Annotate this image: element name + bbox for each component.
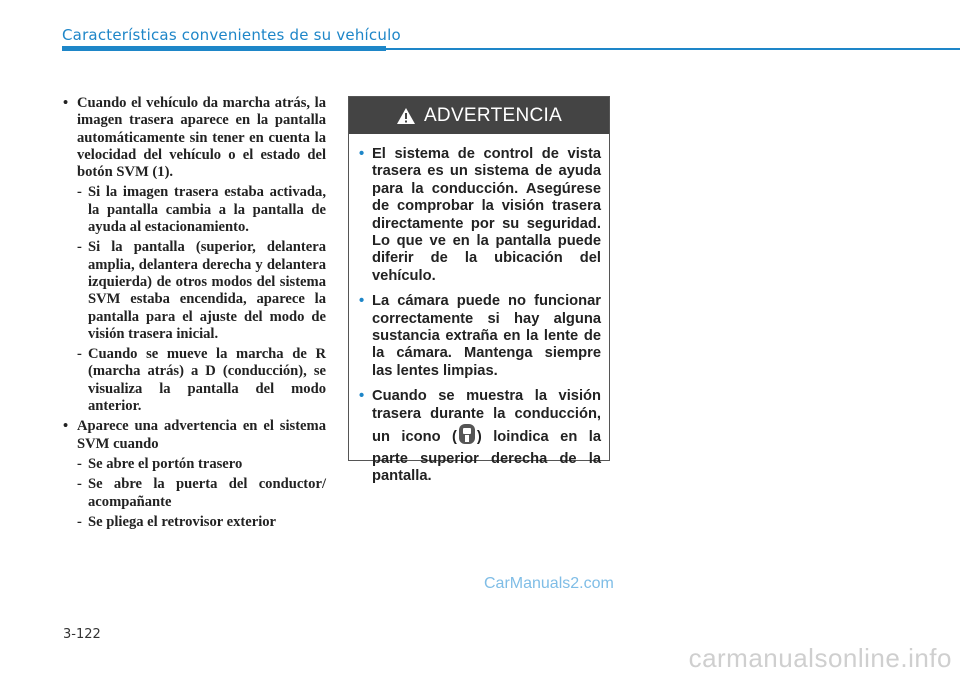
warning-item-text-before: Cuando se muestra la visión trasera durante la conducción, un icono ( [372, 388, 601, 446]
warning-item [359, 388, 601, 485]
sub-item: - Se pliega el retrovisor exterior [60, 514, 326, 531]
warning-triangle-icon [396, 107, 416, 125]
warning-item-text-after: ) loindica en la parte superior derecha de la pantalla. [372, 429, 601, 484]
warning-title: ADVERTENCIA [423, 104, 563, 126]
page-number: 3-122 [63, 627, 101, 642]
sub-item: - Se abre el portón trasero [60, 456, 326, 473]
footer-url: carmanualsonline.info [688, 643, 952, 673]
warning-header [349, 97, 609, 134]
header-divider [62, 48, 960, 50]
main-text-column [60, 95, 326, 534]
sub-item: - Si la imagen trasera estaba activada, la pantalla cambia a la pantalla de ayuda al estacionamiento. [60, 184, 326, 236]
camera-indicator-icon [458, 423, 476, 450]
section-title: Características convenientes de su vehículo [62, 26, 401, 44]
sub-item: - Si la pantalla (superior, delantera amplia, delantera derecha y delantera izquierda) de otros modos del sistema SVM estaba encendida, aparece la pantalla para el ajuste del modo de visión trasera inicial. [60, 239, 326, 343]
bullet-item: • Cuando el vehículo da marcha atrás, la imagen trasera aparece en la pantalla automáticamente sin tener en cuenta la velocidad del vehículo o el estado del botón SVM (1). [60, 95, 326, 181]
sub-item: - Cuando se mueve la marcha de R (marcha atrás) a D (conducción), se visualiza la pantalla del modo anterior. [60, 346, 326, 415]
sub-item: - Se abre la puerta del conductor/ acompañante [60, 476, 326, 511]
warning-body [349, 134, 609, 485]
watermark-text: CarManuals2.com [484, 575, 614, 592]
warning-item: • La cámara puede no funcionar correctamente si hay alguna sustancia extraña en la lente de la cámara. Mantenga siempre las lentes limpias. [359, 293, 601, 380]
warning-box [348, 96, 610, 484]
bullet-item: • Aparece una advertencia en el sistema SVM cuando [60, 418, 326, 453]
warning-item: • El sistema de control de vista trasera es un sistema de ayuda para la conducción. Asegúrese de comprobar la visión trasera directamente por su seguridad. Lo que ve en la pantalla puede diferir de la ubicación del vehículo. [359, 146, 601, 285]
